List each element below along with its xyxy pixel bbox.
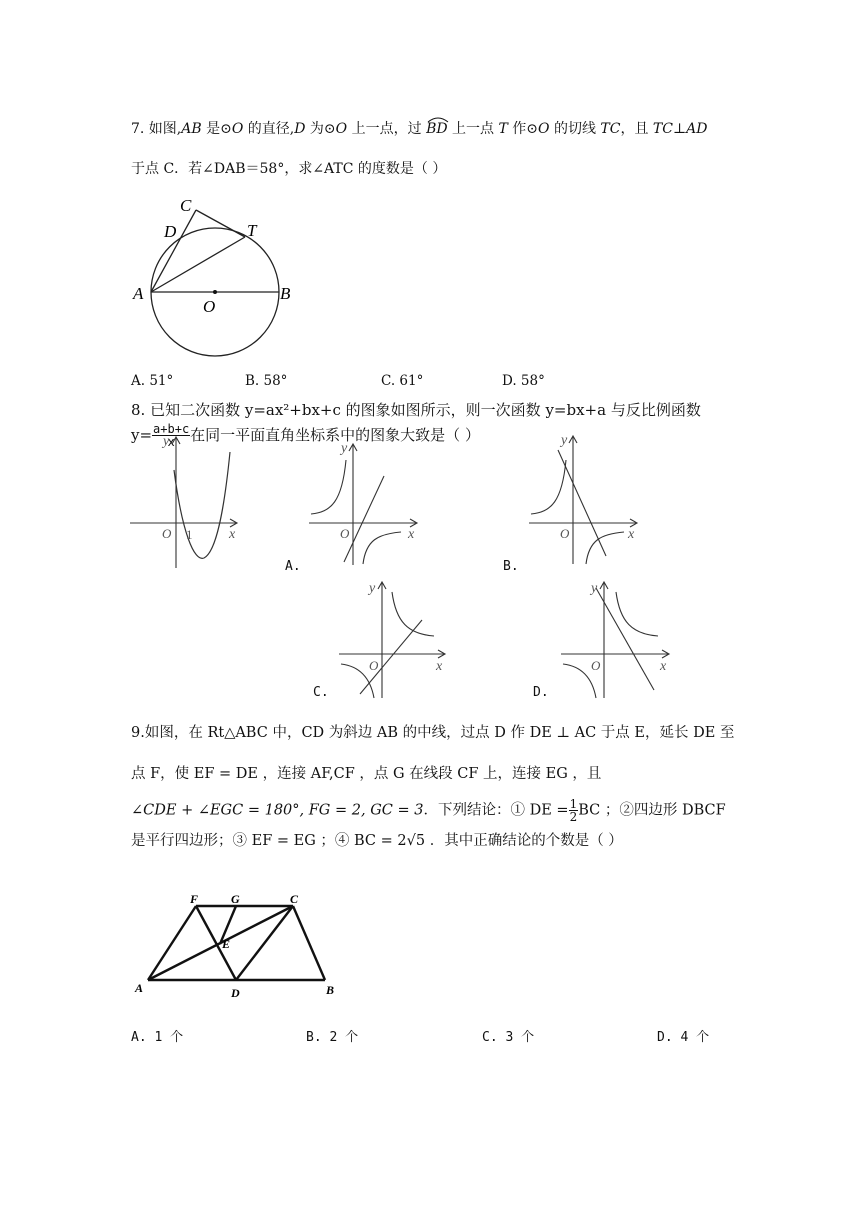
q7-text: 的直径, (243, 121, 295, 137)
q8-option-a-graph (306, 440, 424, 570)
center-dot (213, 290, 217, 294)
q7-text: 为⊙ (305, 121, 336, 137)
q8-option-c-graph (336, 578, 451, 700)
segment-cb (293, 906, 325, 980)
q9-option-c[interactable]: C. 3 个 (482, 1030, 535, 1045)
q9-stem-line3 (131, 798, 726, 823)
origin-label: O (560, 526, 570, 541)
q7-text: 作⊙ (507, 121, 539, 137)
q8-text: y= (131, 426, 153, 444)
q7-text: TC (652, 121, 673, 137)
axis-x-label: x (408, 527, 415, 542)
q8-stem-line1: 8. 已知二次函数 y=ax²+bx+c 的图象如图所示，则一次函数 y=bx+a 与反比例函数 (131, 401, 701, 419)
axis-y-label: y (591, 581, 598, 596)
arc-bd (426, 121, 448, 137)
hyperbola-branch-2 (363, 532, 401, 564)
label-e: E (222, 937, 231, 951)
q7-text: 7. 如图, (131, 121, 182, 137)
origin-label: O (340, 526, 350, 541)
q7-option-a[interactable]: A. 51° (131, 373, 174, 389)
q7-text: ⊥ (672, 121, 687, 137)
axis-y-label: y (341, 441, 348, 456)
q9-text: ∠CDE + ∠EGC = 180°, FG = 2, GC = 3 (131, 802, 424, 819)
q7-text: 是⊙ (201, 121, 232, 137)
q7-text: D (294, 121, 306, 137)
label-c: C (290, 892, 299, 906)
q7-stem-line2: 于点 C．若∠DAB＝58°，求∠ATC 的度数是（ ） (131, 161, 447, 177)
q7-text: ，且 (620, 121, 653, 137)
q8-option-b[interactable]: B. (503, 559, 519, 574)
axis-y-label: y (561, 433, 568, 448)
arc-label: BD (426, 121, 448, 137)
q7-text: O (335, 121, 348, 137)
frac-numerator: 1 (569, 797, 578, 811)
q7-option-b[interactable]: B. 58° (245, 373, 288, 389)
tick-one-label: 1 (186, 527, 193, 542)
q7-text: 上一点，过 (347, 121, 427, 137)
q7-text: O (538, 121, 550, 137)
q7-text: AB (181, 121, 202, 137)
q7-text: TC (600, 121, 621, 137)
q9-fraction (569, 798, 579, 823)
frac-denominator: x (167, 434, 175, 449)
origin-label: O (369, 658, 379, 673)
axis-x-label: x (660, 659, 667, 674)
axis-x-label: x (628, 527, 635, 542)
q7-text: AD (686, 121, 708, 137)
q8-text: 在同一平面直角坐标系中的图象大致是（ ） (190, 426, 480, 444)
label-f: F (190, 892, 199, 906)
q9-option-a[interactable]: A. 1 个 (131, 1030, 184, 1045)
q8-option-d[interactable]: D. (533, 685, 549, 700)
label-t: T (247, 221, 257, 240)
q9-stem-line1: 9.如图，在 Rt△ABC 中，CD 为斜边 AB 的中线，过点 D 作 DE ⊥ AC 于点 E，延长 DE 至 (131, 725, 735, 741)
line-at (151, 237, 245, 292)
q7-text: T (498, 121, 508, 137)
label-b: B (280, 284, 291, 303)
label-c: C (180, 196, 192, 215)
q8-option-b-graph (526, 432, 644, 567)
q9-text: BC ；②四边形 DBCF (578, 802, 726, 819)
q8-option-c[interactable]: C. (313, 685, 329, 700)
q9-stem-line2: 点 F，使 EF = DE ，连接 AF,CF ，点 G 在线段 CF 上，连接 EG ，且 (131, 766, 602, 782)
axis-y-label: y (163, 434, 170, 449)
q9-option-b[interactable]: B. 2 个 (306, 1030, 359, 1045)
q7-option-d[interactable]: D. 58° (502, 373, 545, 389)
hyperbola-branch-1 (616, 592, 658, 636)
axis-y-label: y (369, 581, 376, 596)
segment-dc (236, 906, 293, 980)
q9-option-d[interactable]: D. 4 个 (657, 1030, 710, 1045)
q9-text: ．下列结论：① DE = (423, 802, 569, 819)
line-graph (360, 620, 422, 694)
q7-text: O (231, 121, 244, 137)
frac-denominator: 2 (569, 810, 578, 824)
q7-text: 的切线 (549, 121, 601, 137)
hyperbola-branch-1 (311, 460, 346, 514)
q8-option-a[interactable]: A. (285, 559, 301, 574)
label-o: O (203, 297, 216, 316)
q8-option-d-graph (558, 578, 676, 700)
hyperbola-branch-1 (392, 592, 434, 636)
hyperbola-branch-2 (586, 532, 624, 564)
label-a: A (135, 981, 144, 995)
arc-mark-icon (426, 115, 450, 123)
label-d: D (231, 986, 240, 1000)
origin-label: O (591, 658, 601, 673)
origin-label: O (162, 526, 172, 541)
q7-text: 上一点 (447, 121, 499, 137)
q7-option-c[interactable]: C. 61° (381, 373, 424, 389)
q7-figure (128, 192, 308, 372)
line-graph (344, 476, 384, 562)
q9-figure (130, 892, 345, 1002)
axis-x-label: x (436, 659, 443, 674)
tangent-tc (196, 210, 245, 237)
q9-stem-line4: 是平行四边形；③ EF = EG ；④ BC = 2√5 ．其中正确结论的个数是（ ） (131, 833, 623, 849)
label-g: G (231, 892, 240, 906)
q7-stem-line1 (131, 118, 708, 138)
label-b: B (326, 983, 335, 997)
label-d: D (164, 222, 177, 241)
label-a: A (133, 284, 144, 303)
parabola-curve (174, 452, 230, 558)
axis-x-label: x (229, 527, 236, 542)
line-graph (596, 588, 654, 690)
frac-numerator: a+b+c (153, 421, 190, 436)
q8-given-graph (126, 432, 246, 577)
hyperbola-branch-1 (531, 460, 566, 514)
